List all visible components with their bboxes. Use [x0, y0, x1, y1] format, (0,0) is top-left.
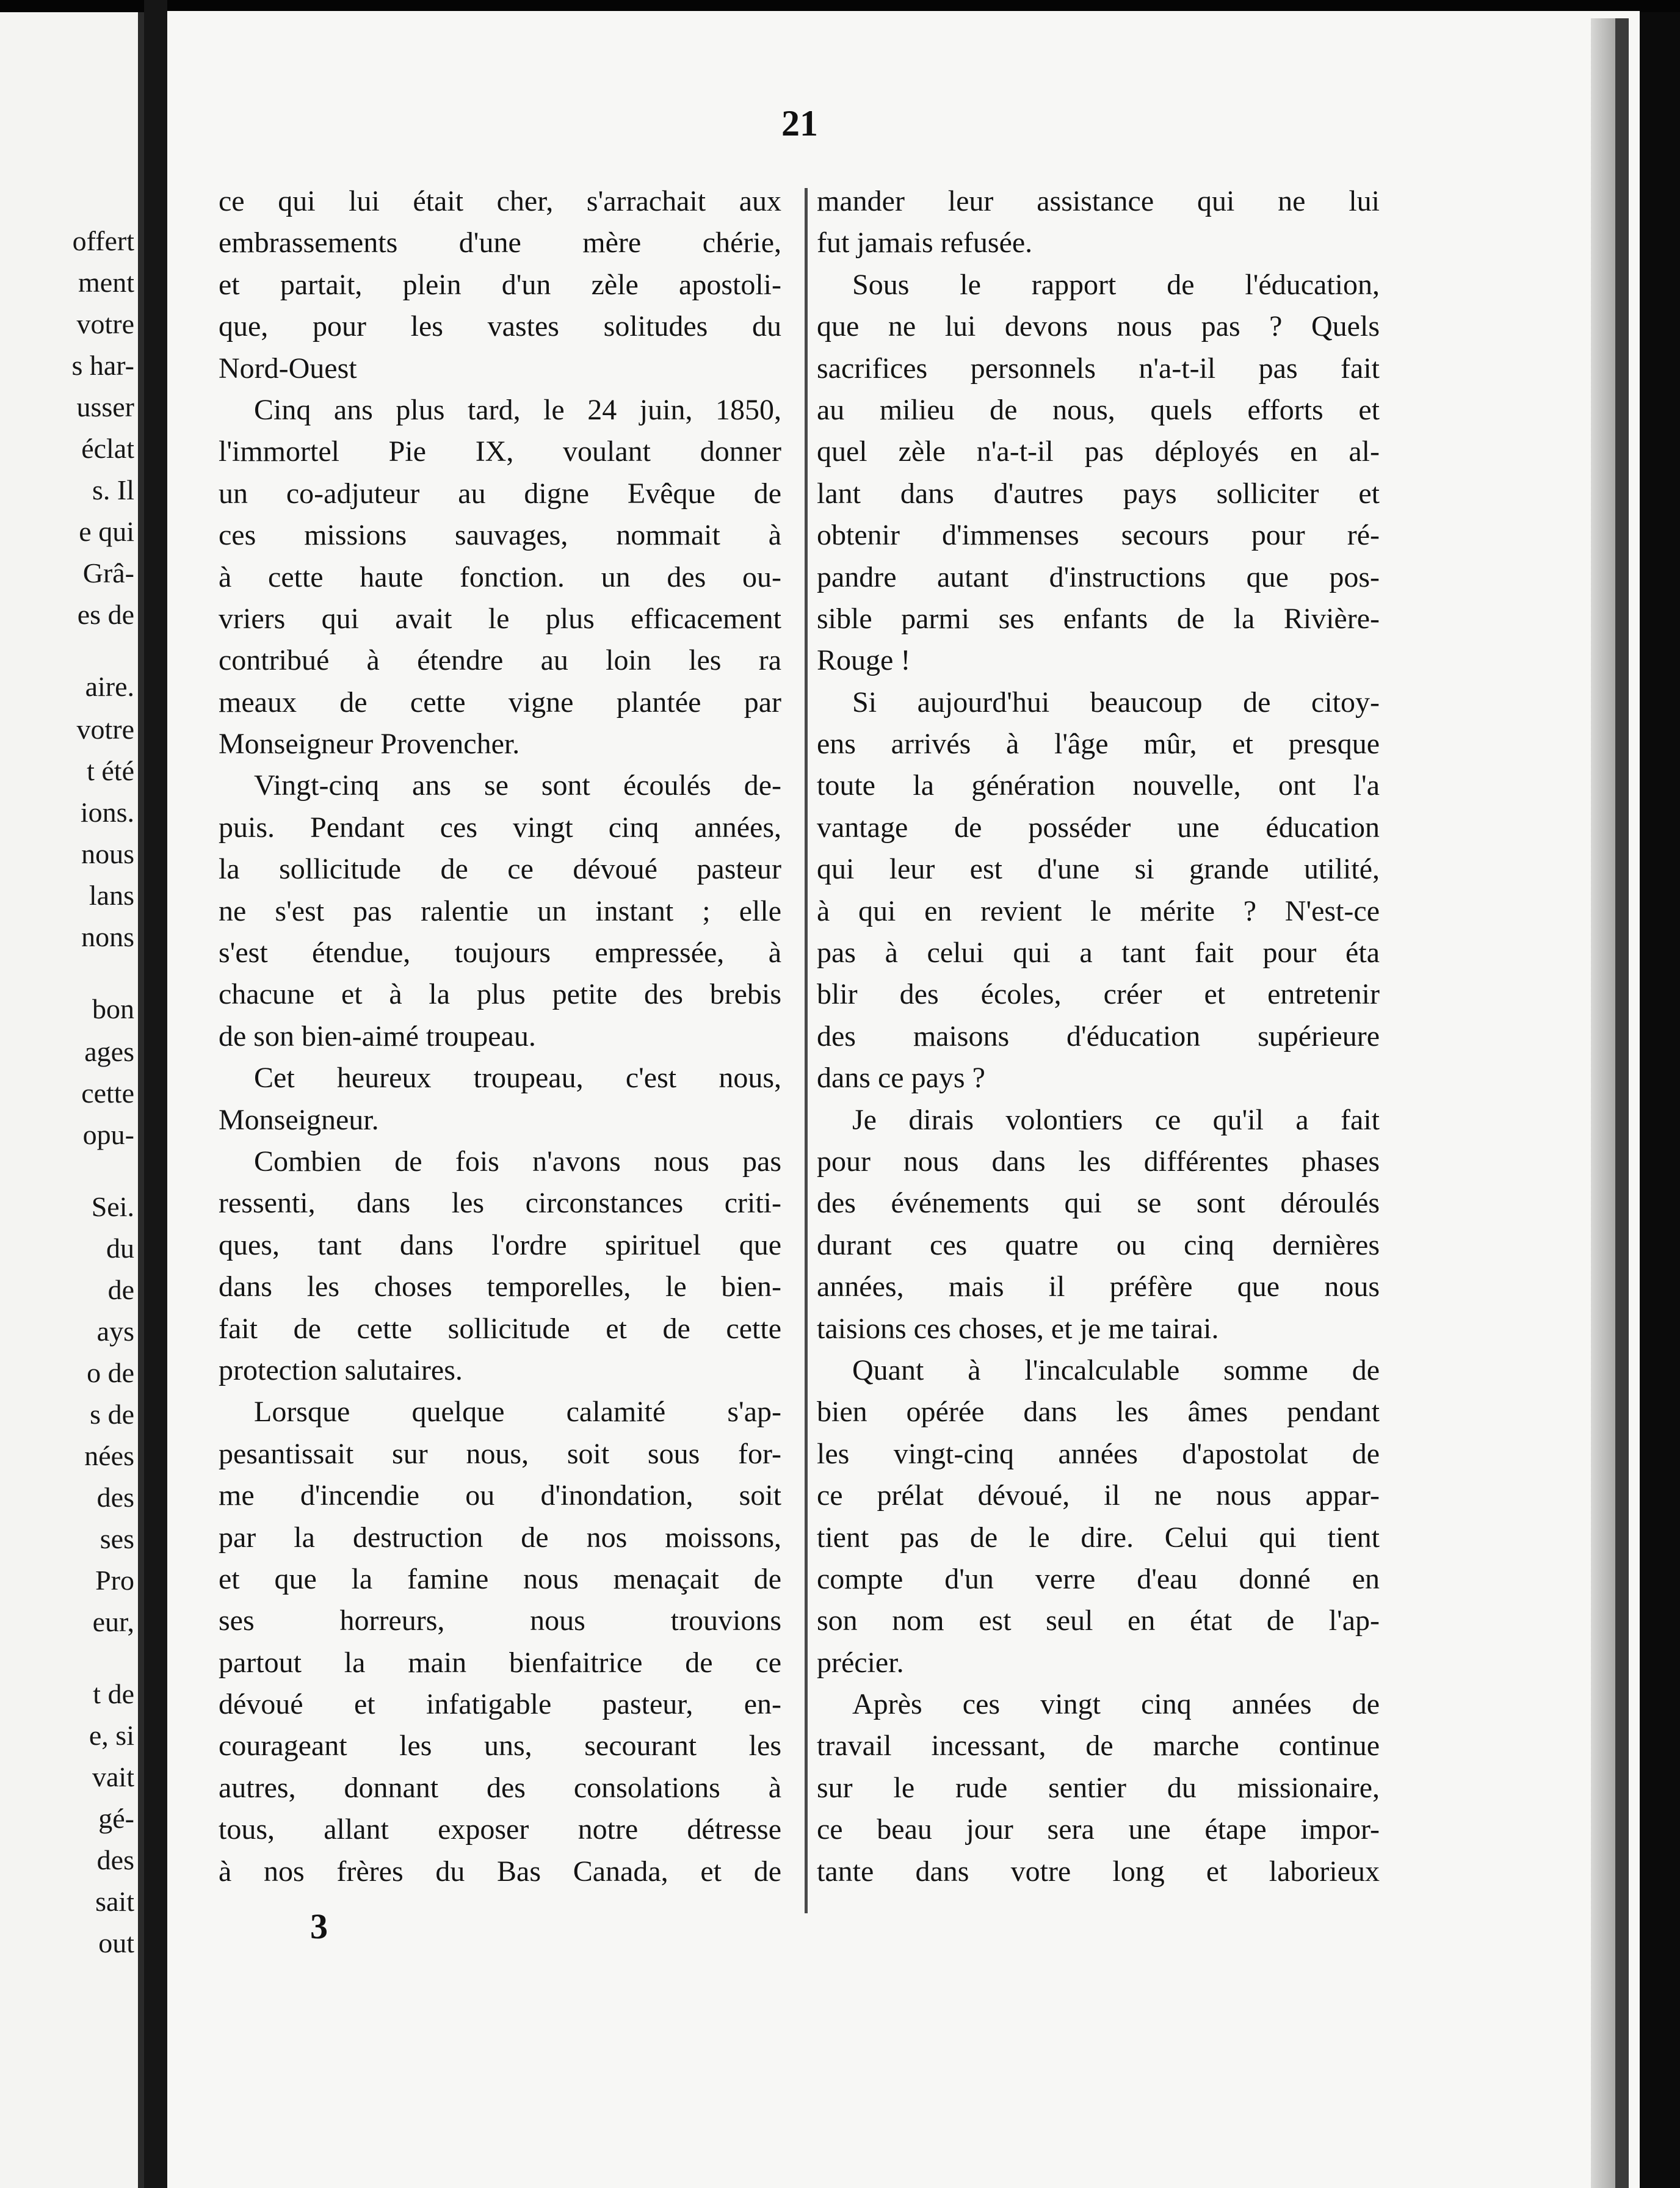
text-line: à qui en revient le mérite ? N'est-ce: [817, 894, 1380, 927]
text-line: et partait, plein d'un zèle apostoli-: [219, 268, 781, 301]
text-line: dans ce pays ?: [817, 1062, 985, 1095]
previous-page-fragment: ions.: [80, 797, 134, 828]
text-line: bien opérée dans les âmes pendant: [817, 1396, 1380, 1429]
text-line: pas à celui qui a tant fait pour éta: [817, 936, 1380, 969]
text-line: autres, donnant des consolations à: [219, 1771, 781, 1804]
text-line: meaux de cette vigne plantée par: [219, 686, 781, 719]
previous-page-fragment: usser: [76, 391, 134, 422]
previous-page-fragment: aire.: [85, 671, 134, 702]
text-line: durant ces quatre ou cinq dernières: [817, 1228, 1380, 1261]
previous-page-fragment: nons: [81, 921, 134, 952]
text-line: à cette haute fonction. un des ou-: [219, 560, 781, 593]
text-line: que, pour les vastes solitudes du: [219, 310, 781, 343]
text-line: pandre autant d'instructions que pos-: [817, 560, 1380, 593]
text-line: tante dans votre long et laborieux: [817, 1855, 1380, 1888]
previous-page-fragment: éclat: [81, 433, 134, 464]
previous-page-fragment: ays: [96, 1316, 134, 1347]
previous-page-fragment: s de: [90, 1399, 134, 1430]
text-line: pour nous dans les différentes phases: [817, 1145, 1380, 1178]
text-line: protection salutaires.: [219, 1353, 463, 1386]
left-text-column: [219, 181, 781, 1893]
text-line: un co-adjuteur au digne Evêque de: [219, 477, 781, 510]
scan-top-border: [0, 0, 1680, 12]
previous-page-fragment: des: [96, 1482, 134, 1513]
text-line: sacrifices personnels n'a-t-il pas fait: [817, 352, 1380, 385]
text-line: ce prélat dévoué, il ne nous appar-: [817, 1479, 1380, 1512]
text-line: de son bien-aimé troupeau.: [219, 1020, 536, 1052]
text-line: que ne lui devons nous pas ? Quels: [817, 310, 1380, 343]
text-line: pesantissait sur nous, soit sous for-: [219, 1437, 781, 1470]
previous-page-fragment: des: [96, 1844, 134, 1875]
text-line: chacune et à la plus petite des brebis: [219, 978, 781, 1011]
previous-page-fragment: ment: [78, 267, 134, 298]
text-line: dévoué et infatigable pasteur, en-: [219, 1688, 781, 1721]
book-gutter: [144, 0, 167, 2188]
text-line: Si aujourd'hui beaucoup de citoy-: [852, 686, 1380, 719]
text-line: Cinq ans plus tard, le 24 juin, 1850,: [254, 393, 781, 426]
text-line: fait de cette sollicitude et de cette: [219, 1312, 781, 1345]
text-line: mander leur assistance qui ne lui: [817, 185, 1380, 217]
previous-page-fragment: Pro: [95, 1565, 134, 1596]
text-line: Après ces vingt cinq années de: [852, 1688, 1380, 1721]
text-line: des événements qui se sont déroulés: [817, 1187, 1380, 1220]
previous-page-fragment: vait: [92, 1761, 134, 1792]
text-line: me d'incendie ou d'inondation, soit: [219, 1479, 781, 1512]
text-line: puis. Pendant ces vingt cinq années,: [219, 811, 781, 844]
text-line: l'immortel Pie IX, voulant donner: [219, 435, 781, 468]
text-line: ens arrivés à l'âge mûr, et presque: [817, 728, 1380, 761]
previous-page-fragment: cette: [81, 1078, 134, 1109]
text-line: et que la famine nous menaçait de: [219, 1562, 781, 1595]
previous-page-fragment: du: [106, 1233, 134, 1264]
text-line: travail incessant, de marche continue: [817, 1730, 1380, 1762]
text-line: Je dirais volontiers ce qu'il a fait: [852, 1103, 1380, 1136]
text-line: sible parmi ses enfants de la Rivière-: [817, 602, 1380, 635]
previous-page-fragment: e, si: [89, 1720, 134, 1751]
previous-page-fragment: es de: [77, 599, 134, 630]
text-line: Vingt-cinq ans se sont écoulés de-: [254, 769, 781, 802]
page-shadow: [1591, 18, 1615, 2188]
text-line: sur le rude sentier du missionaire,: [817, 1771, 1380, 1804]
text-line: Nord-Ouest: [219, 352, 357, 385]
text-line: blir des écoles, créer et entretenir: [817, 978, 1380, 1011]
previous-page-fragment: t de: [93, 1678, 134, 1709]
text-line: ne s'est pas ralentie un instant ; elle: [219, 894, 781, 927]
previous-page-fragment: Grâ-: [82, 557, 134, 589]
text-line: tous, allant exposer notre détresse: [219, 1813, 781, 1846]
text-line: ce beau jour sera une étape impor-: [817, 1813, 1380, 1846]
previous-page-fragment: s har-: [71, 350, 134, 381]
page-number: 21: [781, 103, 818, 143]
text-line: contribué à étendre au loin les ra: [219, 644, 781, 677]
previous-page-fragment: bon: [92, 993, 134, 1024]
previous-page-fragment: Sei.: [91, 1191, 134, 1222]
previous-page-fragment: out: [98, 1927, 134, 1958]
text-line: les vingt-cinq années d'apostolat de: [817, 1437, 1380, 1470]
text-line: partout la main bienfaitrice de ce: [219, 1646, 781, 1679]
text-line: lant dans d'autres pays solliciter et: [817, 477, 1380, 510]
text-line: quel zèle n'a-t-il pas déployés en al-: [817, 435, 1380, 468]
text-line: Cet heureux troupeau, c'est nous,: [254, 1062, 781, 1095]
previous-page-fragment: ses: [100, 1523, 134, 1554]
text-line: compte d'un verre d'eau donné en: [817, 1562, 1380, 1595]
text-line: dans les choses temporelles, le bien-: [219, 1270, 781, 1303]
previous-page-fragment: votre: [76, 308, 134, 339]
previous-page-fragment: votre: [76, 714, 134, 745]
previous-page-fragment: ages: [84, 1036, 134, 1067]
previous-page-fragment: e qui: [79, 516, 134, 547]
text-line: embrassements d'une mère chérie,: [219, 226, 781, 259]
page-edge: [1615, 18, 1629, 2188]
text-line: Combien de fois n'avons nous pas: [254, 1145, 781, 1178]
text-line: courageant les uns, secourant les: [219, 1730, 781, 1762]
previous-page-fragment: t été: [87, 755, 134, 786]
text-line: ses horreurs, nous trouvions: [219, 1604, 781, 1637]
column-divider: [805, 188, 808, 1913]
previous-page-fragment: s. Il: [92, 474, 134, 505]
text-line: vriers qui avait le plus efficacement: [219, 602, 781, 635]
text-line: par la destruction de nos moissons,: [219, 1521, 781, 1554]
previous-page-fragment: de: [107, 1274, 134, 1305]
text-line: s'est étendue, toujours empressée, à: [219, 936, 781, 969]
previous-page-fragment: gé-: [98, 1803, 134, 1834]
previous-page-strip: [0, 12, 144, 2188]
text-line: son nom est seul en état de l'ap-: [817, 1604, 1380, 1637]
text-line: taisions ces choses, et je me tairai.: [817, 1312, 1219, 1345]
text-line: tient pas de le dire. Celui qui tient: [817, 1521, 1380, 1554]
text-line: Rouge !: [817, 644, 911, 677]
text-line: fut jamais refusée.: [817, 226, 1033, 259]
text-line: qui leur est d'une si grande utilité,: [817, 853, 1380, 886]
text-line: Sous le rapport de l'éducation,: [852, 268, 1380, 301]
previous-page-fragment: nous: [81, 838, 134, 869]
text-line: ques, tant dans l'ordre spirituel que: [219, 1228, 781, 1261]
text-line: au milieu de nous, quels efforts et: [817, 393, 1380, 426]
signature-mark: 3: [310, 1907, 328, 1946]
previous-page-fragment: sait: [95, 1886, 134, 1917]
text-line: la sollicitude de ce dévoué pasteur: [219, 853, 781, 886]
text-line: Monseigneur.: [219, 1103, 379, 1136]
text-line: à nos frères du Bas Canada, et de: [219, 1855, 781, 1888]
previous-page-fragment: eur,: [92, 1606, 134, 1637]
previous-page-edge: [138, 12, 144, 2188]
text-line: années, mais il préfère que nous: [817, 1270, 1380, 1303]
text-line: ressenti, dans les circonstances criti-: [219, 1187, 781, 1220]
previous-page-fragment: lans: [89, 880, 134, 911]
previous-page-fragment: nées: [84, 1440, 134, 1471]
text-line: toute la génération nouvelle, ont l'a: [817, 769, 1380, 802]
text-line: Monseigneur Provencher.: [219, 728, 520, 761]
previous-page-fragment: offert: [72, 225, 134, 256]
text-line: obtenir d'immenses secours pour ré-: [817, 519, 1380, 552]
right-text-column: [817, 181, 1380, 1893]
text-line: Quant à l'incalculable somme de: [852, 1353, 1380, 1386]
text-line: des maisons d'éducation supérieure: [817, 1020, 1380, 1052]
text-line: ce qui lui était cher, s'arrachait aux: [219, 185, 781, 217]
text-line: Lorsque quelque calamité s'ap-: [254, 1396, 781, 1429]
previous-page-fragment: opu-: [82, 1119, 134, 1150]
text-line: ces missions sauvages, nommait à: [219, 519, 781, 552]
previous-page-fragment: o de: [87, 1357, 134, 1388]
text-line: vantage de posséder une éducation: [817, 811, 1380, 844]
text-line: précier.: [817, 1646, 904, 1679]
